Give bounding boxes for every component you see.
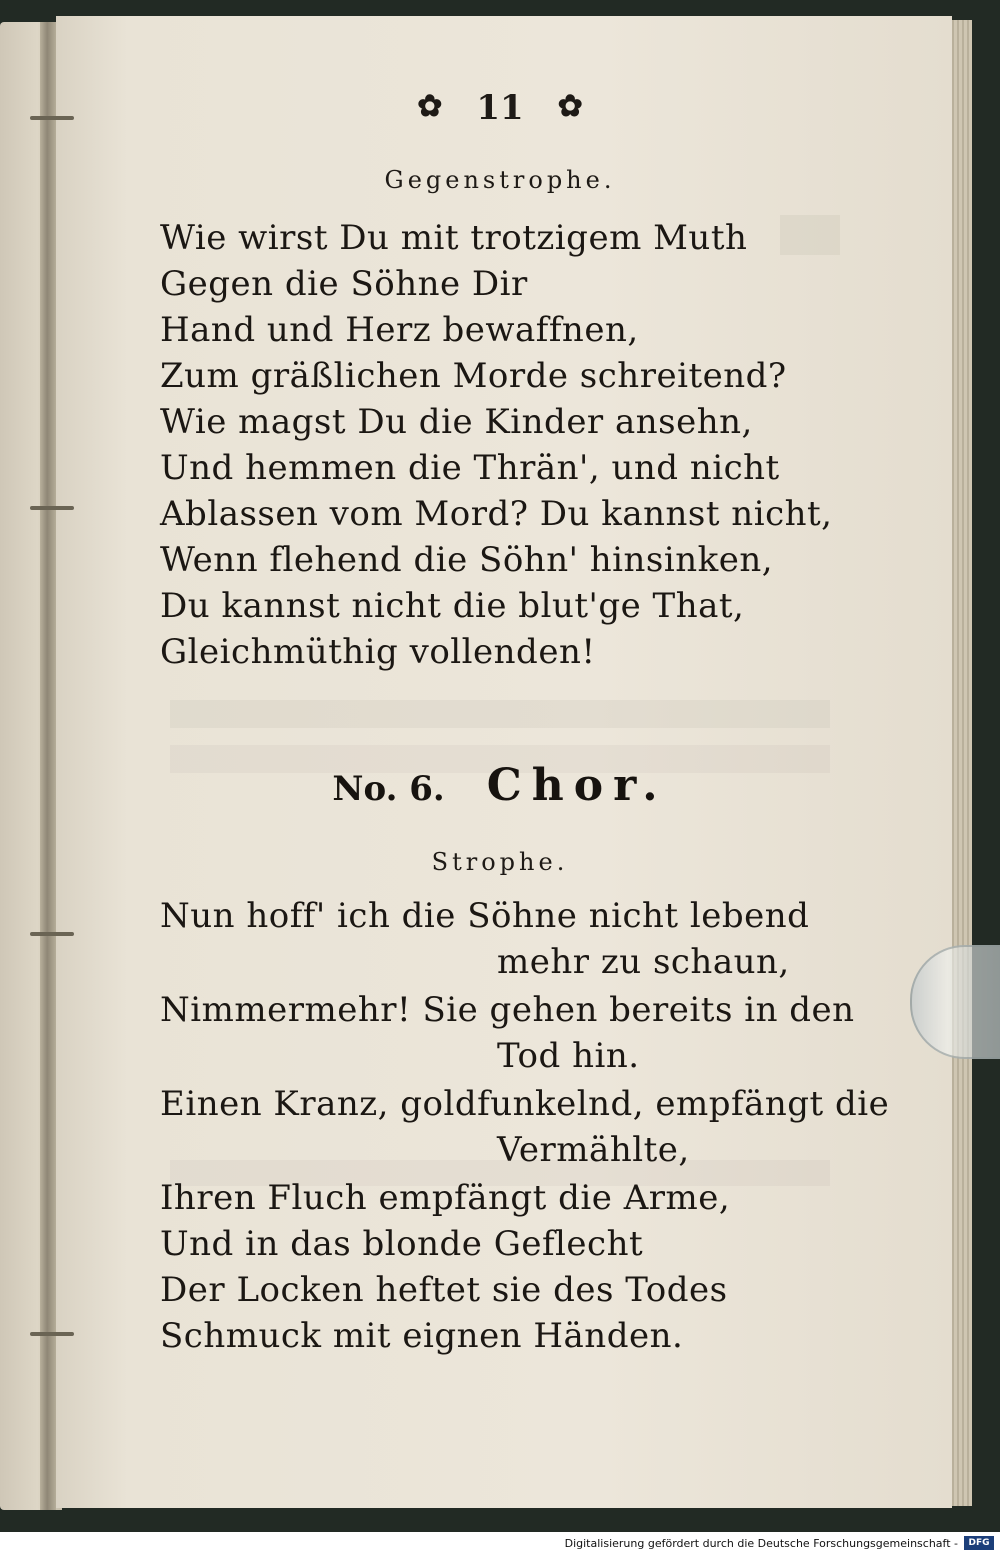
- footer-bar: [0, 1532, 1000, 1556]
- verse-line: Wie wirst Du mit trotzigem Muth: [160, 218, 748, 258]
- strophe-heading: Strophe.: [431, 848, 569, 876]
- verse-line: Der Locken heftet sie des Todes: [160, 1270, 728, 1310]
- section-number: No. 6.: [332, 769, 445, 809]
- funding-credit: Digitalisierung gefördert durch die Deutsche Forschungsgemeinschaft -: [564, 1537, 958, 1550]
- verse-line: Ihren Fluch empfängt die Arme,: [160, 1178, 731, 1218]
- verse-line: Nimmermehr! Sie gehen bereits in den: [160, 990, 855, 1030]
- page-header: [0, 88, 1000, 128]
- verse-line: Und in das blonde Geflecht: [160, 1224, 644, 1264]
- binding-stitch: [30, 506, 74, 510]
- binding-stitch: [30, 1332, 74, 1336]
- section-name: Chor.: [486, 760, 668, 811]
- verse-line: Und hemmen die Thrän', und nicht: [160, 448, 780, 488]
- verse-line: Einen Kranz, goldfunkelnd, empfängt die: [160, 1084, 890, 1124]
- verse-line: Hand und Herz bewaffnen,: [160, 310, 639, 350]
- bleed-through-mark: [170, 700, 830, 728]
- ornament-icon: ✿: [417, 89, 443, 124]
- binding-stitch: [30, 932, 74, 936]
- verse-line-continuation: mehr zu schaun,: [497, 942, 790, 982]
- bleed-through-mark: [780, 215, 840, 255]
- verse-line: Wenn flehend die Söhn' hinsinken,: [160, 540, 774, 580]
- dfg-logo: DFG: [964, 1536, 994, 1550]
- verse-line-continuation: Vermählte,: [497, 1130, 690, 1170]
- verse-line: Du kannst nicht die blut'ge That,: [160, 586, 745, 626]
- antistrophe-heading: Gegenstrophe.: [384, 166, 616, 194]
- section-title: [0, 760, 1000, 811]
- verse-line: Ablassen vom Mord? Du kannst nicht,: [160, 494, 833, 534]
- verse-line: Nun hoff' ich die Söhne nicht lebend: [160, 896, 810, 936]
- verse-line: Schmuck mit eignen Händen.: [160, 1316, 684, 1356]
- verse-line-continuation: Tod hin.: [497, 1036, 640, 1076]
- verse-line: Wie magst Du die Kinder ansehn,: [160, 402, 753, 442]
- verse-line: Gleichmüthig vollenden!: [160, 632, 596, 672]
- verse-line: Zum gräßlichen Morde schreitend?: [160, 356, 787, 396]
- page-number: 11: [476, 88, 524, 128]
- ornament-icon: ✿: [557, 89, 583, 124]
- verse-line: Gegen die Söhne Dir: [160, 264, 528, 304]
